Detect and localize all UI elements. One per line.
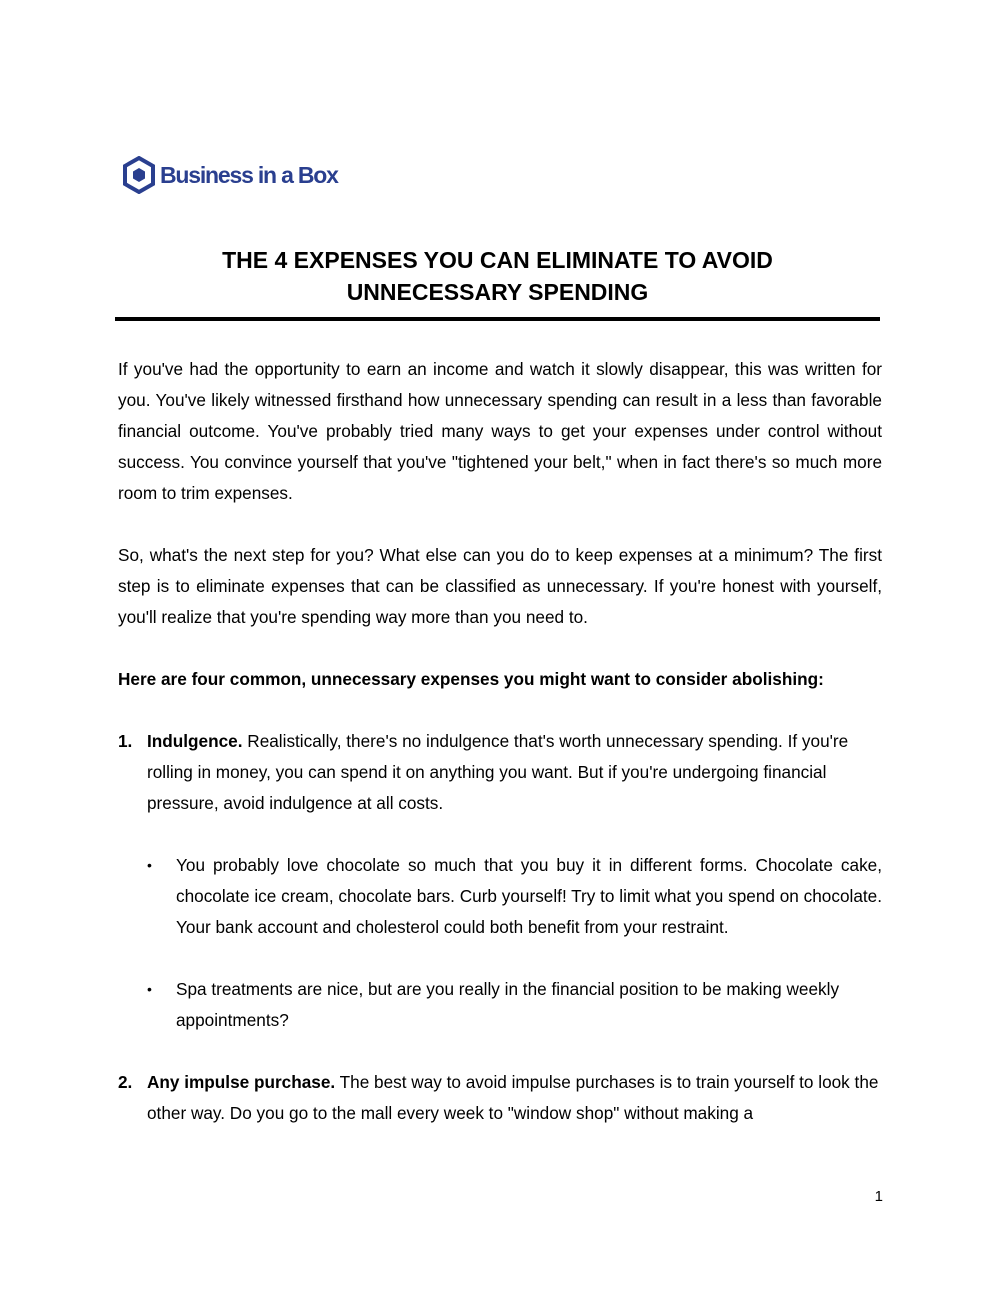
intro-paragraph: If you've had the opportunity to earn an income and watch it slowly disappear, this was written for you. You've likely witnessed firsthand how unnecessary spending can result in a less than favorable financial outcome. You've probably tried many ways to get your expenses under control without success. You convince yourself that you've "tightened your belt," when in fact there's so much more room to trim expenses. — [118, 359, 882, 503]
bullet-icon: • — [147, 981, 152, 997]
document-title — [115, 244, 880, 308]
item-number: 1. — [118, 731, 133, 751]
list-item-indulgence — [118, 726, 882, 819]
item-number: 2. — [118, 1072, 133, 1092]
list-lead-in: Here are four common, unnecessary expenses you might want to consider abolishing: — [118, 669, 824, 689]
item-heading: Indulgence. — [147, 731, 243, 751]
business-in-a-box-logo — [122, 155, 338, 195]
title-line-1: THE 4 EXPENSES YOU CAN ELIMINATE TO AVOID — [222, 247, 773, 273]
hexagon-logo-icon — [122, 156, 156, 194]
title-divider — [115, 317, 880, 321]
item-text: Realistically, there's no indulgence that's worth unnecessary spending. If you're rolling in money, you can spend it on anything you want. But if you're undergoing financial pressure, avoid indulgence at all costs. — [147, 731, 849, 813]
bullet-icon: • — [147, 857, 152, 873]
page-number: 1 — [874, 1188, 883, 1205]
bullet-text: You probably love chocolate so much that you buy it in different forms. Chocolate cake, chocolate ice cream, chocolate bars. Curb yourself! Try to limit what you spend on chocolate. Your bank account and cholesterol could both benefit from your restraint. — [176, 855, 882, 937]
item-body — [147, 726, 882, 819]
logo-text: Business in a Box — [160, 161, 338, 188]
item-heading: Any impulse purchase. — [147, 1072, 336, 1092]
item-body — [147, 1067, 882, 1129]
bullet-text: Spa treatments are nice, but are you really in the financial position to be making weekly appointments? — [176, 979, 840, 1030]
title-line-2: UNNECESSARY SPENDING — [346, 279, 649, 305]
bullet-item — [147, 850, 882, 943]
document-body — [118, 354, 882, 1129]
list-item-impulse-purchase — [118, 1067, 882, 1129]
indulgence-bullets — [147, 850, 882, 1036]
next-step-paragraph: So, what's the next step for you? What else can you do to keep expenses at a minimum? The first step is to eliminate expenses that can be classified as unnecessary. If you're honest with yourself, you'll realize that you're spending way more than you need to. — [118, 545, 882, 627]
item-text: The best way to avoid impulse purchases is to train yourself to look the other way. Do you go to the mall every week to "window shop" without making a — [147, 1072, 879, 1123]
bullet-item — [147, 974, 882, 1036]
